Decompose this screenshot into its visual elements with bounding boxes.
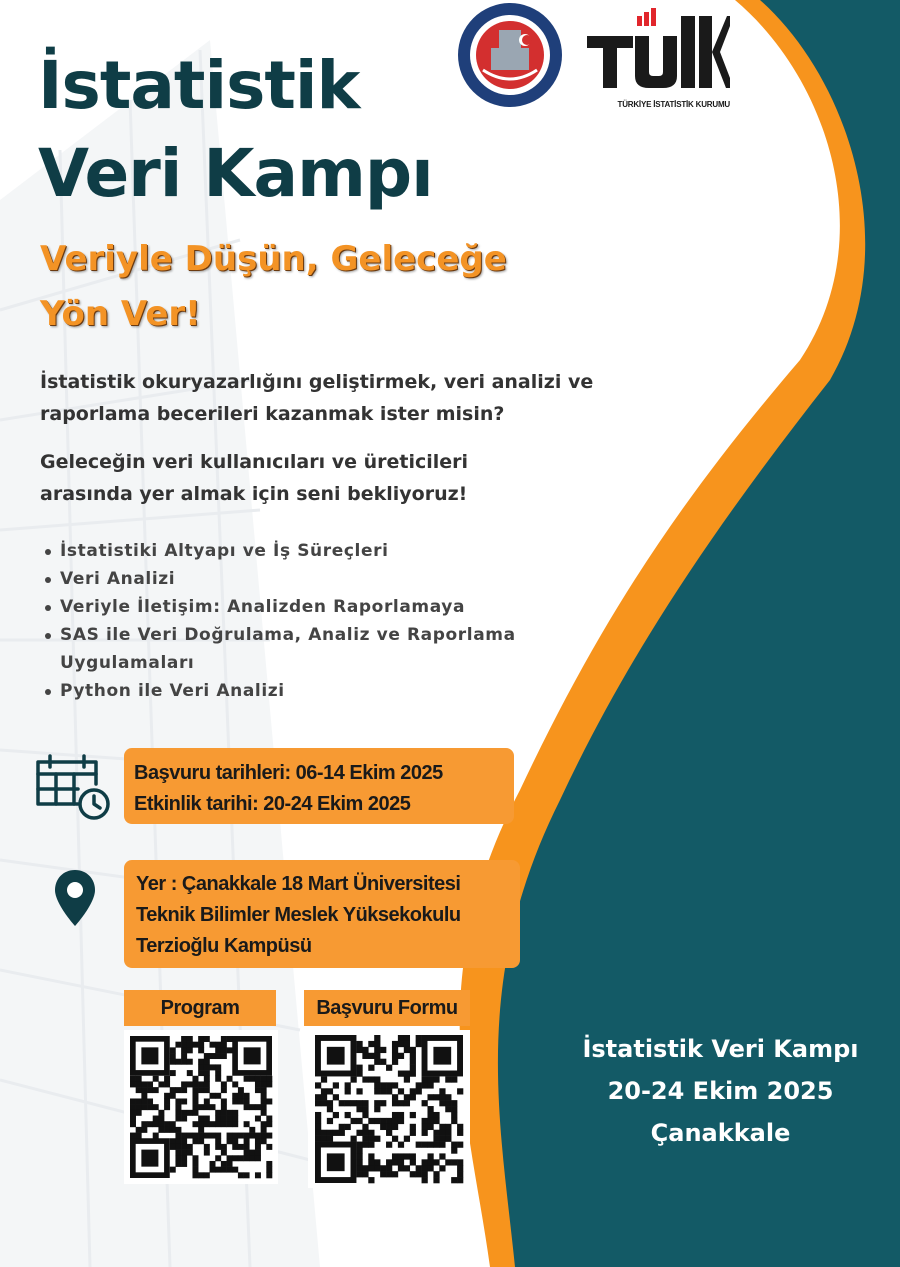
- footer-summary: [548, 1028, 893, 1154]
- topic-text: Veri Analizi: [60, 569, 176, 589]
- tuik-logo: [585, 6, 730, 111]
- intro-paragraph-2: [40, 446, 680, 510]
- application-dates: Başvuru tarihleri: 06-14 Ekim 2025: [134, 762, 443, 784]
- program-qr-label: Program: [124, 990, 276, 1026]
- venue-line-3: Terzioğlu Kampüsü: [136, 935, 312, 957]
- list-item: [44, 677, 516, 705]
- event-date: Etkinlik tarihi: 20-24 Ekim 2025: [134, 793, 411, 815]
- intro-paragraph-1: [40, 366, 680, 430]
- list-item: [44, 537, 516, 565]
- topic-list: [44, 537, 516, 705]
- intro-p1-line-1: İstatistik okuryazarlığını geliştirmek, veri analizi ve: [40, 371, 594, 393]
- program-qr-frame: [124, 1030, 278, 1184]
- intro-p2-line-2: arasında yer almak için seni bekliyoruz!: [40, 483, 468, 505]
- dates-box: [124, 748, 514, 824]
- calendar-clock-icon: [34, 752, 112, 822]
- form-qr-frame: [308, 1030, 470, 1188]
- university-seal-logo: [455, 0, 565, 110]
- list-item: [44, 565, 516, 593]
- list-item: [44, 621, 516, 677]
- topic-text: İstatistiki Altyapı ve İş Süreçleri: [60, 541, 389, 561]
- intro-p1-line-2: raporlama becerileri kazanmak ister misin?: [40, 403, 505, 425]
- slogan-line-2: Yön Ver!: [40, 294, 201, 334]
- tuik-caption: TÜRKİYE İSTATİSTİK KURUMU: [617, 100, 730, 109]
- footer-title: İstatistik Veri Kampı: [582, 1035, 859, 1063]
- list-item: [44, 593, 516, 621]
- topic-text: Veriyle İletişim: Analizden Raporlamaya: [60, 597, 466, 617]
- venue-box: [124, 860, 520, 968]
- topic-text: SAS ile Veri Doğrulama, Analiz ve Raporlama: [60, 625, 516, 645]
- footer-dates: 20-24 Ekim 2025: [607, 1077, 834, 1105]
- slogan: [40, 232, 507, 342]
- topic-text-continued: Uygulamaları: [60, 653, 195, 673]
- tuik-wordmark: [585, 6, 730, 94]
- topic-text: Python ile Veri Analizi: [60, 681, 285, 701]
- form-qr-code-icon[interactable]: [308, 1030, 470, 1188]
- form-qr-label: Başvuru Formu: [304, 990, 470, 1026]
- title-line-2: Veri Kampı: [38, 135, 433, 212]
- footer-city: Çanakkale: [650, 1119, 791, 1147]
- venue-line-2: Teknik Bilimler Meslek Yüksekokulu: [136, 904, 461, 926]
- program-qr-code-icon[interactable]: [124, 1030, 278, 1184]
- intro-p2-line-1: Geleceğin veri kullanıcıları ve üreticileri: [40, 451, 469, 473]
- page-title: [38, 42, 433, 218]
- map-pin-icon: [52, 868, 98, 928]
- slogan-line-1: Veriyle Düşün, Geleceğe: [40, 239, 507, 279]
- title-line-1: İstatistik: [38, 47, 360, 124]
- venue-line-1: Yer : Çanakkale 18 Mart Üniversitesi: [136, 873, 461, 895]
